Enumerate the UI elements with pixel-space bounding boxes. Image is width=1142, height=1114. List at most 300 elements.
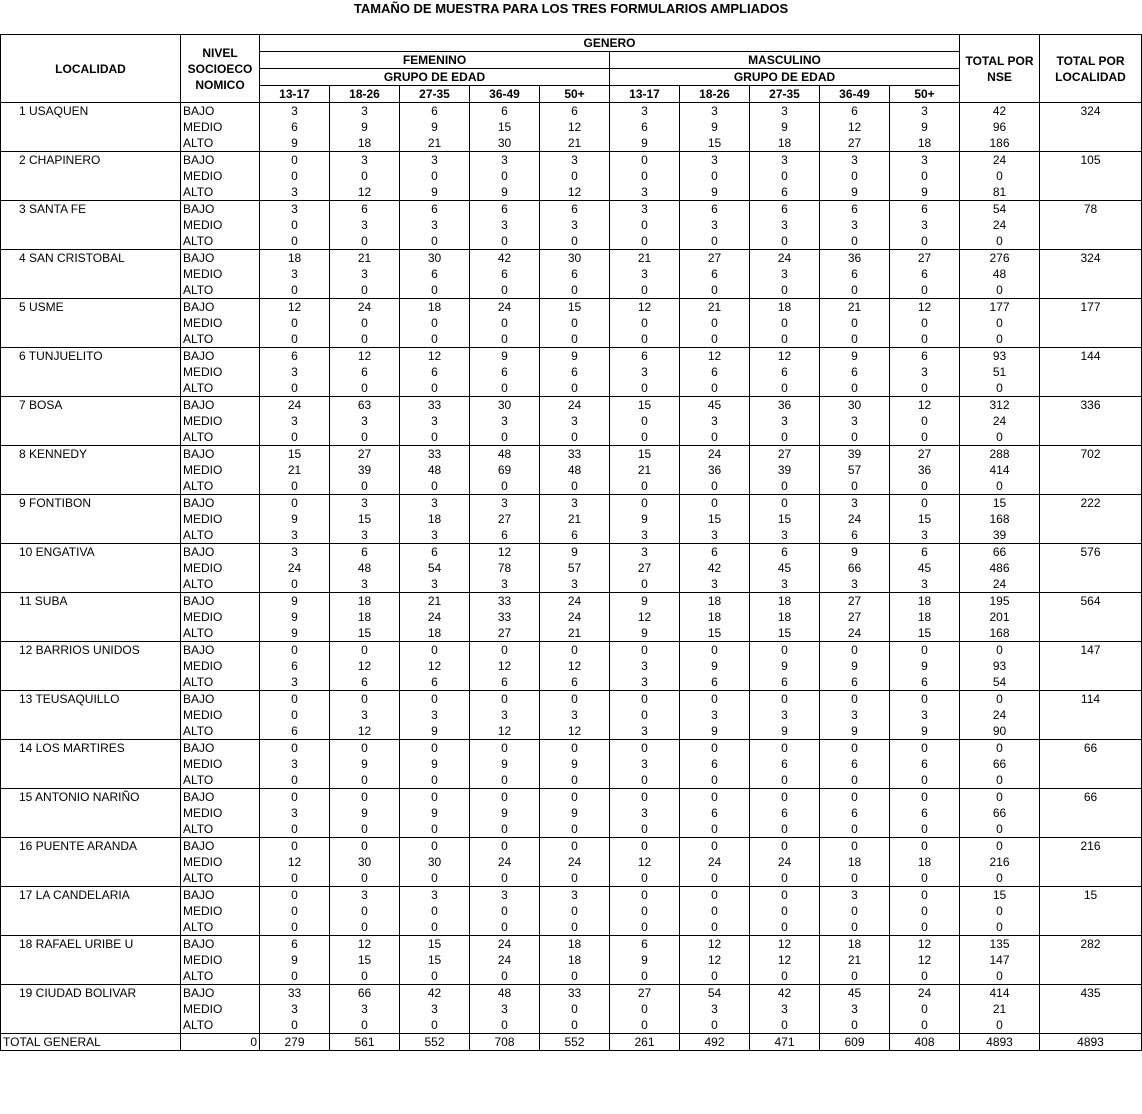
total-nse-cell: 0 — [960, 919, 1040, 936]
value-cell: 0 — [680, 331, 750, 348]
total-general-value: 279 — [260, 1034, 330, 1051]
value-cell: 15 — [680, 135, 750, 152]
value-cell: 9 — [540, 348, 610, 365]
value-cell: 0 — [330, 919, 400, 936]
nse-label: ALTO — [181, 527, 260, 544]
value-cell: 0 — [820, 870, 890, 887]
nse-label: MEDIO — [181, 609, 260, 625]
value-cell: 30 — [540, 250, 610, 267]
value-cell: 21 — [610, 462, 680, 478]
value-cell: 3 — [680, 152, 750, 169]
value-cell: 0 — [890, 478, 960, 495]
value-cell: 0 — [400, 919, 470, 936]
value-cell: 3 — [400, 576, 470, 593]
nse-label: ALTO — [181, 282, 260, 299]
value-cell: 0 — [680, 168, 750, 184]
value-cell: 0 — [260, 919, 330, 936]
value-cell: 3 — [260, 103, 330, 120]
table-row — [1, 152, 1142, 169]
value-cell: 24 — [890, 985, 960, 1002]
table-row — [1, 593, 1142, 610]
value-cell: 0 — [540, 968, 610, 985]
value-cell: 21 — [400, 593, 470, 610]
value-cell: 27 — [610, 560, 680, 576]
value-cell: 6 — [330, 364, 400, 380]
value-cell: 0 — [820, 691, 890, 708]
value-cell: 42 — [400, 985, 470, 1002]
value-cell: 0 — [820, 331, 890, 348]
value-cell: 42 — [680, 560, 750, 576]
nse-label: MEDIO — [181, 952, 260, 968]
value-cell: 0 — [610, 1017, 680, 1034]
value-cell: 39 — [330, 462, 400, 478]
value-cell: 12 — [750, 348, 820, 365]
value-cell: 0 — [820, 233, 890, 250]
total-nse-cell: 39 — [960, 527, 1040, 544]
value-cell: 6 — [750, 544, 820, 561]
sample-size-table — [0, 34, 1142, 1051]
header-age-masculino-2: 27-35 — [750, 86, 820, 103]
value-cell: 0 — [680, 282, 750, 299]
value-cell: 12 — [470, 723, 540, 740]
value-cell: 12 — [540, 723, 610, 740]
value-cell: 3 — [540, 576, 610, 593]
value-cell: 6 — [820, 674, 890, 691]
value-cell: 0 — [750, 691, 820, 708]
total-nse-cell: 54 — [960, 674, 1040, 691]
localidad-name: 13 TEUSAQUILLO — [1, 691, 181, 740]
value-cell: 33 — [260, 985, 330, 1002]
total-nse-cell: 54 — [960, 201, 1040, 218]
value-cell: 12 — [610, 609, 680, 625]
value-cell: 78 — [470, 560, 540, 576]
value-cell: 0 — [610, 919, 680, 936]
total-localidad-cell: 144 — [1040, 348, 1142, 397]
total-general-value: 261 — [610, 1034, 680, 1051]
value-cell: 24 — [540, 397, 610, 414]
value-cell: 45 — [890, 560, 960, 576]
total-nse-cell: 288 — [960, 446, 1040, 463]
value-cell: 0 — [610, 217, 680, 233]
table-row — [1, 691, 1142, 708]
value-cell: 6 — [540, 266, 610, 282]
value-cell: 0 — [260, 152, 330, 169]
value-cell: 0 — [330, 691, 400, 708]
value-cell: 0 — [890, 1017, 960, 1034]
value-cell: 6 — [470, 527, 540, 544]
value-cell: 0 — [330, 968, 400, 985]
total-localidad-cell: 147 — [1040, 642, 1142, 691]
value-cell: 0 — [540, 429, 610, 446]
value-cell: 30 — [400, 250, 470, 267]
value-cell: 6 — [400, 544, 470, 561]
localidad-name: 4 SAN CRISTOBAL — [1, 250, 181, 299]
value-cell: 9 — [610, 625, 680, 642]
value-cell: 6 — [820, 805, 890, 821]
value-cell: 0 — [750, 838, 820, 855]
total-nse-cell: 24 — [960, 576, 1040, 593]
value-cell: 0 — [820, 903, 890, 919]
value-cell: 0 — [610, 838, 680, 855]
value-cell: 0 — [540, 838, 610, 855]
total-localidad-cell: 576 — [1040, 544, 1142, 593]
value-cell: 0 — [750, 968, 820, 985]
value-cell: 0 — [540, 789, 610, 806]
table-row — [1, 985, 1142, 1002]
value-cell: 15 — [540, 299, 610, 316]
nse-label: ALTO — [181, 1017, 260, 1034]
value-cell: 0 — [610, 789, 680, 806]
value-cell: 3 — [610, 544, 680, 561]
value-cell: 3 — [260, 756, 330, 772]
value-cell: 24 — [820, 511, 890, 527]
value-cell: 0 — [610, 152, 680, 169]
total-nse-cell: 24 — [960, 152, 1040, 169]
value-cell: 0 — [470, 691, 540, 708]
value-cell: 0 — [540, 642, 610, 659]
nse-label: MEDIO — [181, 707, 260, 723]
table-row — [1, 103, 1142, 120]
total-nse-cell: 186 — [960, 135, 1040, 152]
value-cell: 27 — [820, 609, 890, 625]
total-nse-cell: 0 — [960, 315, 1040, 331]
value-cell: 6 — [680, 544, 750, 561]
value-cell: 9 — [540, 544, 610, 561]
value-cell: 3 — [820, 495, 890, 512]
value-cell: 15 — [890, 511, 960, 527]
value-cell: 45 — [680, 397, 750, 414]
value-cell: 0 — [750, 315, 820, 331]
nse-label: MEDIO — [181, 462, 260, 478]
value-cell: 9 — [400, 756, 470, 772]
value-cell: 0 — [540, 168, 610, 184]
value-cell: 3 — [750, 152, 820, 169]
value-cell: 0 — [540, 233, 610, 250]
value-cell: 6 — [680, 674, 750, 691]
total-nse-cell: 15 — [960, 887, 1040, 904]
value-cell: 18 — [890, 135, 960, 152]
value-cell: 9 — [400, 723, 470, 740]
value-cell: 0 — [330, 1017, 400, 1034]
value-cell: 30 — [470, 135, 540, 152]
table-row — [1, 495, 1142, 512]
value-cell: 0 — [610, 772, 680, 789]
total-nse-cell: 414 — [960, 462, 1040, 478]
value-cell: 3 — [890, 152, 960, 169]
value-cell: 3 — [610, 266, 680, 282]
value-cell: 0 — [400, 331, 470, 348]
value-cell: 0 — [890, 772, 960, 789]
value-cell: 0 — [400, 821, 470, 838]
value-cell: 0 — [470, 968, 540, 985]
value-cell: 6 — [890, 266, 960, 282]
localidad-name: 17 LA CANDELARIA — [1, 887, 181, 936]
value-cell: 39 — [820, 446, 890, 463]
localidad-name: 14 LOS MARTIRES — [1, 740, 181, 789]
value-cell: 6 — [260, 348, 330, 365]
value-cell: 9 — [750, 119, 820, 135]
total-general-value: 471 — [750, 1034, 820, 1051]
value-cell: 0 — [540, 315, 610, 331]
value-cell: 6 — [470, 364, 540, 380]
value-cell: 0 — [540, 478, 610, 495]
table-row — [1, 887, 1142, 904]
nse-label: ALTO — [181, 233, 260, 250]
value-cell: 9 — [820, 723, 890, 740]
nse-label: ALTO — [181, 380, 260, 397]
value-cell: 6 — [680, 805, 750, 821]
value-cell: 6 — [470, 103, 540, 120]
value-cell: 18 — [680, 609, 750, 625]
nse-label: MEDIO — [181, 315, 260, 331]
value-cell: 0 — [400, 838, 470, 855]
value-cell: 6 — [890, 348, 960, 365]
value-cell: 0 — [260, 903, 330, 919]
value-cell: 0 — [260, 331, 330, 348]
value-cell: 3 — [260, 201, 330, 218]
value-cell: 21 — [820, 299, 890, 316]
value-cell: 0 — [680, 772, 750, 789]
value-cell: 9 — [610, 952, 680, 968]
value-cell: 33 — [400, 446, 470, 463]
value-cell: 12 — [540, 658, 610, 674]
value-cell: 3 — [610, 805, 680, 821]
value-cell: 6 — [470, 674, 540, 691]
nse-label: BAJO — [181, 642, 260, 659]
value-cell: 6 — [820, 201, 890, 218]
total-nse-cell: 81 — [960, 184, 1040, 201]
value-cell: 3 — [680, 707, 750, 723]
localidad-name: 1 USAQUEN — [1, 103, 181, 152]
value-cell: 9 — [890, 658, 960, 674]
value-cell: 9 — [400, 119, 470, 135]
total-nse-cell: 48 — [960, 266, 1040, 282]
value-cell: 0 — [470, 331, 540, 348]
value-cell: 0 — [890, 870, 960, 887]
value-cell: 0 — [400, 740, 470, 757]
value-cell: 0 — [330, 282, 400, 299]
total-nse-cell: 21 — [960, 1001, 1040, 1017]
value-cell: 3 — [750, 103, 820, 120]
value-cell: 9 — [680, 658, 750, 674]
value-cell: 0 — [330, 429, 400, 446]
value-cell: 21 — [680, 299, 750, 316]
value-cell: 36 — [890, 462, 960, 478]
value-cell: 57 — [820, 462, 890, 478]
value-cell: 0 — [540, 691, 610, 708]
nse-label: BAJO — [181, 201, 260, 218]
value-cell: 21 — [400, 135, 470, 152]
nse-label: BAJO — [181, 789, 260, 806]
value-cell: 0 — [260, 495, 330, 512]
value-cell: 0 — [890, 642, 960, 659]
value-cell: 9 — [470, 756, 540, 772]
total-nse-cell: 312 — [960, 397, 1040, 414]
value-cell: 3 — [330, 495, 400, 512]
value-cell: 24 — [680, 446, 750, 463]
value-cell: 9 — [820, 544, 890, 561]
nse-label: ALTO — [181, 723, 260, 740]
nse-label: ALTO — [181, 919, 260, 936]
value-cell: 3 — [330, 576, 400, 593]
value-cell: 54 — [680, 985, 750, 1002]
total-nse-cell: 0 — [960, 478, 1040, 495]
header-masculino: MASCULINO — [610, 52, 960, 69]
value-cell: 0 — [400, 429, 470, 446]
value-cell: 24 — [820, 625, 890, 642]
value-cell: 6 — [890, 201, 960, 218]
value-cell: 0 — [890, 821, 960, 838]
value-cell: 24 — [470, 952, 540, 968]
value-cell: 18 — [750, 299, 820, 316]
value-cell: 0 — [540, 919, 610, 936]
value-cell: 6 — [820, 756, 890, 772]
value-cell: 0 — [680, 429, 750, 446]
value-cell: 3 — [750, 217, 820, 233]
value-cell: 0 — [890, 968, 960, 985]
value-cell: 0 — [260, 821, 330, 838]
value-cell: 6 — [540, 201, 610, 218]
value-cell: 0 — [610, 642, 680, 659]
total-general-value: 561 — [330, 1034, 400, 1051]
total-nse-cell: 414 — [960, 985, 1040, 1002]
header-grupo-edad-femenino: GRUPO DE EDAD — [260, 69, 610, 86]
value-cell: 9 — [400, 805, 470, 821]
value-cell: 12 — [890, 397, 960, 414]
value-cell: 15 — [330, 952, 400, 968]
value-cell: 0 — [400, 968, 470, 985]
value-cell: 0 — [330, 380, 400, 397]
value-cell: 18 — [330, 593, 400, 610]
value-cell: 9 — [820, 348, 890, 365]
value-cell: 3 — [610, 756, 680, 772]
value-cell: 24 — [680, 854, 750, 870]
value-cell: 0 — [400, 233, 470, 250]
value-cell: 3 — [890, 217, 960, 233]
localidad-name: 15 ANTONIO NARIÑO — [1, 789, 181, 838]
value-cell: 0 — [330, 740, 400, 757]
value-cell: 0 — [260, 168, 330, 184]
value-cell: 3 — [400, 1001, 470, 1017]
value-cell: 0 — [680, 1017, 750, 1034]
value-cell: 15 — [260, 446, 330, 463]
value-cell: 6 — [400, 266, 470, 282]
value-cell: 12 — [330, 936, 400, 953]
value-cell: 0 — [260, 429, 330, 446]
nse-label: BAJO — [181, 936, 260, 953]
value-cell: 15 — [750, 625, 820, 642]
value-cell: 0 — [610, 821, 680, 838]
nse-label: ALTO — [181, 184, 260, 201]
value-cell: 3 — [400, 152, 470, 169]
value-cell: 12 — [330, 184, 400, 201]
value-cell: 0 — [330, 903, 400, 919]
value-cell: 24 — [540, 609, 610, 625]
value-cell: 3 — [470, 887, 540, 904]
value-cell: 33 — [470, 609, 540, 625]
value-cell: 3 — [820, 707, 890, 723]
value-cell: 0 — [680, 478, 750, 495]
value-cell: 15 — [610, 397, 680, 414]
total-nse-cell: 486 — [960, 560, 1040, 576]
table-row — [1, 642, 1142, 659]
value-cell: 18 — [400, 511, 470, 527]
value-cell: 3 — [330, 103, 400, 120]
value-cell: 3 — [680, 1001, 750, 1017]
value-cell: 0 — [610, 576, 680, 593]
table-row — [1, 201, 1142, 218]
value-cell: 0 — [890, 413, 960, 429]
total-nse-cell: 168 — [960, 511, 1040, 527]
value-cell: 0 — [610, 429, 680, 446]
value-cell: 9 — [540, 756, 610, 772]
value-cell: 12 — [610, 299, 680, 316]
value-cell: 3 — [890, 576, 960, 593]
value-cell: 0 — [820, 429, 890, 446]
value-cell: 3 — [470, 707, 540, 723]
value-cell: 3 — [750, 707, 820, 723]
localidad-name: 11 SUBA — [1, 593, 181, 642]
value-cell: 24 — [540, 593, 610, 610]
value-cell: 0 — [400, 903, 470, 919]
value-cell: 0 — [330, 642, 400, 659]
value-cell: 3 — [260, 527, 330, 544]
value-cell: 9 — [260, 593, 330, 610]
header-total-nse: TOTAL POR NSE — [960, 35, 1040, 103]
value-cell: 3 — [890, 527, 960, 544]
value-cell: 0 — [540, 772, 610, 789]
total-nse-cell: 216 — [960, 854, 1040, 870]
value-cell: 6 — [400, 103, 470, 120]
value-cell: 18 — [750, 593, 820, 610]
total-nse-cell: 15 — [960, 495, 1040, 512]
value-cell: 6 — [820, 103, 890, 120]
value-cell: 0 — [820, 740, 890, 757]
value-cell: 0 — [540, 1017, 610, 1034]
nse-label: BAJO — [181, 299, 260, 316]
value-cell: 18 — [260, 250, 330, 267]
value-cell: 6 — [330, 674, 400, 691]
total-nse-cell: 0 — [960, 331, 1040, 348]
total-localidad-cell: 324 — [1040, 103, 1142, 152]
value-cell: 0 — [680, 380, 750, 397]
value-cell: 3 — [820, 152, 890, 169]
value-cell: 12 — [330, 658, 400, 674]
value-cell: 0 — [680, 968, 750, 985]
value-cell: 12 — [890, 936, 960, 953]
value-cell: 6 — [260, 936, 330, 953]
total-localidad-cell: 114 — [1040, 691, 1142, 740]
total-general-nse: 4893 — [960, 1034, 1040, 1051]
table-row — [1, 250, 1142, 267]
value-cell: 48 — [470, 985, 540, 1002]
value-cell: 27 — [610, 985, 680, 1002]
value-cell: 9 — [680, 723, 750, 740]
value-cell: 3 — [680, 576, 750, 593]
nse-label: BAJO — [181, 838, 260, 855]
total-nse-cell: 0 — [960, 870, 1040, 887]
value-cell: 3 — [330, 413, 400, 429]
value-cell: 18 — [330, 135, 400, 152]
value-cell: 6 — [540, 364, 610, 380]
nse-label: MEDIO — [181, 756, 260, 772]
header-localidad: LOCALIDAD — [1, 35, 181, 103]
value-cell: 15 — [680, 625, 750, 642]
value-cell: 3 — [470, 152, 540, 169]
value-cell: 12 — [470, 658, 540, 674]
value-cell: 45 — [820, 985, 890, 1002]
value-cell: 24 — [750, 250, 820, 267]
